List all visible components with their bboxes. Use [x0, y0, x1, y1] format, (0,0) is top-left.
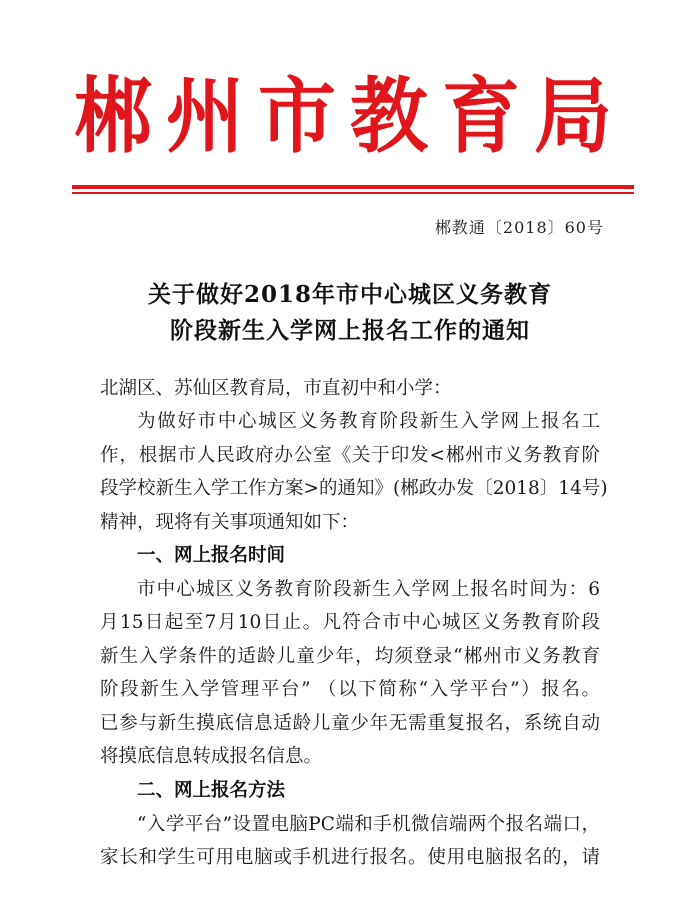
section1-line-2: 月15日起至7月10日止。凡符合市中心城区义务教育阶段: [100, 612, 600, 633]
section1-line-3: 新生入学条件的适龄儿童少年，均须登录“郴州市义务教育: [100, 646, 600, 667]
intro-line-1: 为做好市中心城区义务教育阶段新生入学网上报名工: [137, 411, 600, 432]
masthead-title: 郴州市教育局: [73, 68, 626, 165]
addressee: 北湖区、苏仙区教育局，市直初中和小学：: [100, 378, 452, 399]
section2-line-2: 家长和学生可用电脑或手机进行报名。使用电脑报名的，请: [100, 847, 600, 868]
document-title-line-1: 关于做好2018年市中心城区义务教育: [147, 281, 552, 308]
section1-line-1: 市中心城区义务教育阶段新生入学网上报名时间为：6: [137, 579, 600, 600]
section-heading-1: 一、网上报名时间: [137, 545, 286, 566]
section1-line-4: 阶段新生入学管理平台” （以下简称“入学平台”）报名。: [100, 679, 600, 700]
intro-line-4: 精神，现将有关事项通知如下：: [100, 512, 360, 533]
masthead-divider-thin: [72, 192, 634, 194]
intro-line-3: 段学校新生入学工作方案>的通知》(郴政办发〔2018〕14号): [100, 478, 608, 499]
section1-line-6: 将摸底信息转成报名信息。: [100, 746, 323, 767]
section2-line-1: “入学平台”设置电脑PC端和手机微信端两个报名端口，: [137, 814, 600, 835]
intro-line-2: 作，根据市人民政府办公室《关于印发<郴州市义务教育阶: [100, 445, 600, 466]
document-title-line-2: 阶段新生入学网上报名工作的通知: [170, 317, 530, 344]
section1-line-5: 已参与新生摸底信息适龄儿童少年无需重复报名，系统自动: [100, 713, 600, 734]
section-heading-2: 二、网上报名方法: [137, 780, 286, 801]
masthead-divider-thick: [72, 185, 634, 189]
document-number: 郴教通〔2018〕60号: [434, 218, 604, 237]
